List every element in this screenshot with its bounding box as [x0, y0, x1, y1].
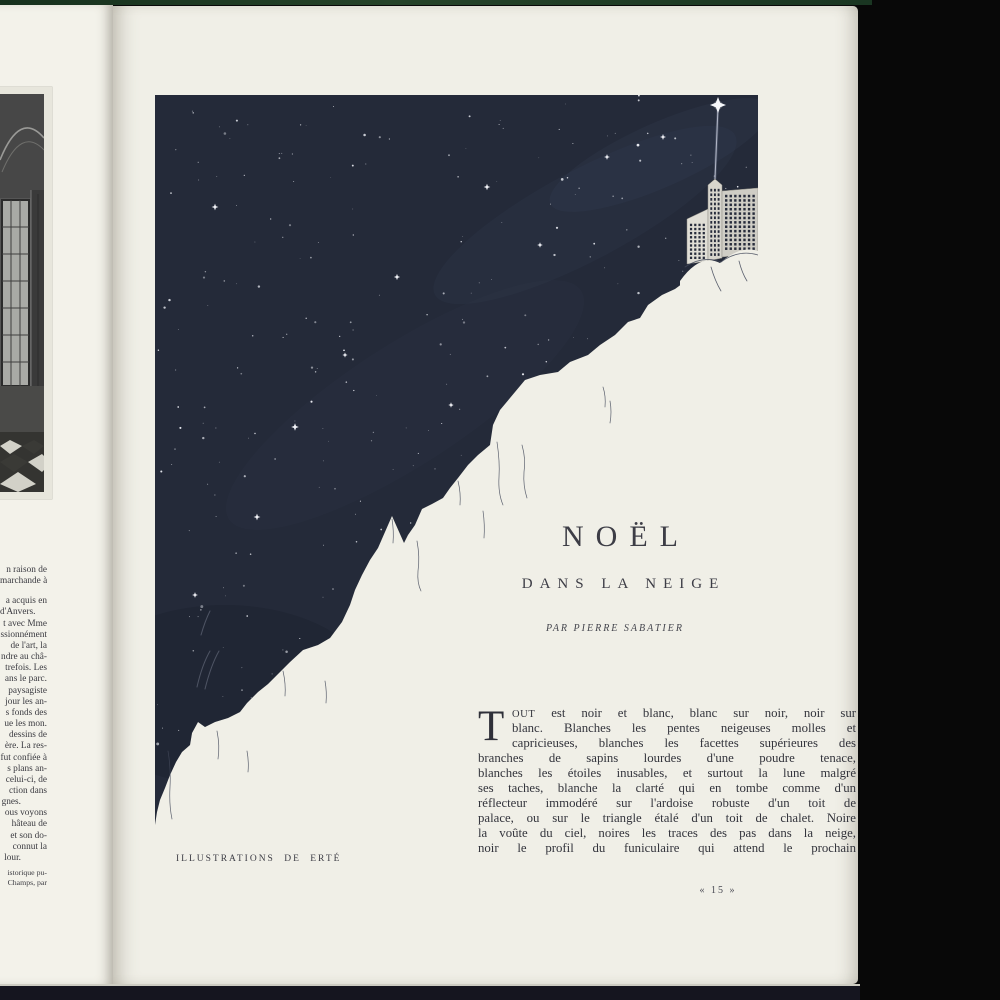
body-line: noir le profil du funiculaire qui attend le prochain: [478, 841, 856, 855]
body-line: branches de sapins lourdes d'une poudre tenace,: [478, 751, 856, 765]
left-column-line: de l'art, la: [10, 640, 47, 651]
left-column-line: connut la: [12, 841, 47, 852]
left-column-line: ssionnément: [0, 629, 47, 640]
left-column-line: paysagiste: [8, 685, 47, 696]
left-column-footnote: istorique pu-: [7, 868, 47, 878]
body-line: capricieuses, blanches les facettes supérieures des: [512, 736, 856, 750]
body-line: blanches les étoiles inusables, et surtout la lune malgré: [478, 766, 856, 780]
left-column-footnote: Champs, par: [7, 877, 47, 887]
left-column-line: ction dans: [9, 785, 47, 796]
left-page-text-column: [0, 565, 47, 887]
book-cover-edge-top: [0, 0, 872, 5]
star-halo: [714, 101, 723, 110]
left-column-line: gnes.: [1, 797, 21, 808]
left-column-line: et son do-: [10, 830, 47, 841]
body-line: réflecteur immodéré sur l'ardoise robuste d'un toit de: [478, 796, 856, 810]
interior-photo: [0, 94, 44, 492]
left-column-line: s fonds des: [5, 707, 47, 718]
left-column-line: jour les an-: [5, 696, 47, 707]
article-body: [478, 703, 856, 856]
left-column-line: a acquis en: [5, 596, 47, 607]
page-title: NOËL: [562, 520, 690, 553]
star-icon: [672, 332, 677, 337]
left-column-line: dessins de: [9, 730, 47, 741]
left-column-line: ndre au châ-: [1, 652, 47, 663]
page-subtitle: DANS LA NEIGE: [521, 576, 726, 592]
right-page: [113, 6, 858, 984]
body-line-text: est noir et blanc, blanc sur noir, noir sur: [535, 706, 856, 720]
small-caps-word: OUT: [512, 709, 536, 720]
left-column-line: ue les mon.: [4, 719, 47, 730]
left-column-line: ans le parc.: [4, 674, 47, 685]
byline: PAR PIERRE SABATIER: [546, 623, 684, 634]
left-column-line: marchande à: [0, 576, 47, 587]
left-column-line: t avec Mme: [3, 618, 47, 629]
left-column-line: lour.: [4, 852, 21, 863]
left-page-photo-frame: [0, 87, 52, 499]
left-column-line: s plans an-: [7, 763, 47, 774]
body-line: blanc. Blanches les pentes neigeuses molles et: [512, 721, 856, 735]
left-column-line: d'Anvers.: [0, 607, 36, 618]
illustration-credit: ILLUSTRATIONS DE ERTÉ: [176, 854, 342, 864]
body-line: palace, ou sur le triangle étalé d'un toit de chalet. Noire: [478, 811, 856, 825]
left-column-line: ère. La res-: [4, 741, 47, 752]
body-line: ses taches, blanche la clarté qui en tombe comme d'un: [478, 781, 856, 795]
left-column-line: trefois. Les: [5, 663, 47, 674]
drop-cap: T: [478, 703, 505, 750]
page-number: « 15 »: [699, 885, 737, 896]
left-column-line: celui-ci, de: [5, 774, 47, 785]
body-line: la voûte du ciel, noires les traces des pas dans la neige,: [478, 826, 856, 840]
left-column-line: fut confiée à: [0, 752, 47, 763]
body-line: [478, 706, 856, 721]
left-column-line: hâteau de: [11, 819, 47, 830]
book-edge-bottom: [0, 984, 860, 1000]
left-column-line: ous voyons: [4, 808, 47, 819]
left-page: [0, 5, 113, 984]
left-column-line: n raison de: [6, 565, 47, 575]
